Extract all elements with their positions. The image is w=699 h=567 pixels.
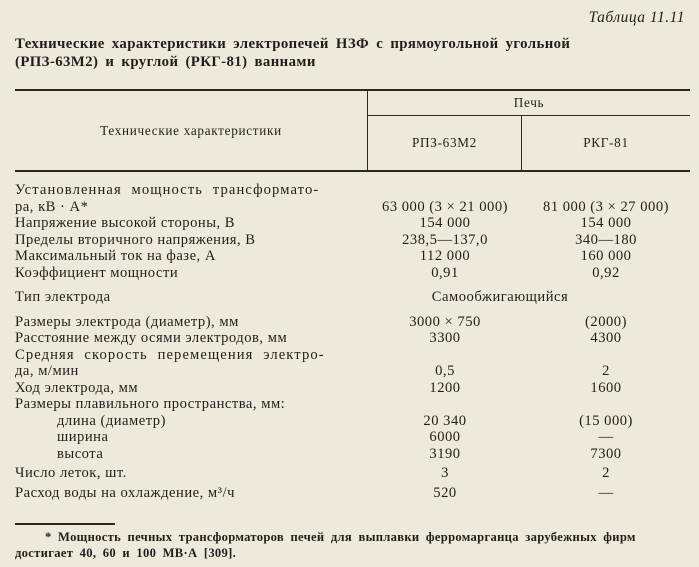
row-label: длина (диаметр) [57,412,166,429]
row-value-rpz: 0,5 [435,363,455,379]
row-label: Ход электрода, мм [15,379,139,396]
furnace-subcolumns [368,116,690,170]
row-value-rkg: 1600 [590,379,622,396]
row-value-rkg: (15 000) [579,412,633,429]
row-label: Установленная мощность трансформато- ра, кВ · А* [15,182,320,215]
table-row [15,182,690,215]
row-value-rpz: 63 000 (3 × 21 000) [382,198,508,215]
row-value-rpz: 3190 [429,445,461,462]
table-row [15,446,690,463]
table-body [15,182,690,501]
table-header [15,89,690,172]
row-value-rpz: 20 340 [423,412,467,429]
table-row [15,380,690,397]
row-value-rpz: 3000 × 750 [409,313,481,330]
row-label: Средняя скорость перемещения электро- да, м/мин [15,346,325,379]
row-value-rpz: 112 000 [419,248,471,264]
table-row [15,248,690,265]
table-row [15,330,690,347]
table-title-line1: Технические характеристики электропечей НЗФ с прямоугольной угольной [15,36,571,52]
row-value-rpz: 6000 [429,429,461,445]
table-row [15,413,690,430]
row-label: Тип электрода [15,289,111,305]
table-caption: Таблица 11.11 [588,9,685,26]
table-row [15,429,690,446]
table-row [15,265,690,282]
row-value-rpz: 0,91 [431,264,459,281]
table-row [15,347,690,380]
row-value-rkg: 2 [602,363,610,379]
row-value-rkg: 340—180 [575,231,637,248]
table-row [15,232,690,249]
row-label: Максимальный ток на фазе, А [15,248,216,264]
column-header-rpz-63m2: РПЗ-63М2 [368,116,522,170]
row-value-rkg: 7300 [590,445,622,462]
row-value-rkg: 154 000 [580,215,632,231]
row-label: Пределы вторичного напряжения, В [15,231,256,248]
row-label: высота [57,445,104,462]
row-value-both-columns: Самообжигающийся [431,289,569,305]
row-value-rpz: 520 [433,484,457,501]
row-label: Размеры плавильного пространства, мм: [15,396,286,412]
table-row [15,465,690,482]
row-label: Размеры электрода (диаметр), мм [15,313,239,330]
table-row [15,289,690,306]
row-value-rpz: 238,5—137,0 [402,231,488,248]
row-value-rkg: 4300 [590,330,622,346]
row-value-rkg: 2 [602,465,610,481]
row-value-rpz: 154 000 [419,215,471,231]
row-value-rkg: (2000) [585,313,627,330]
footnote: * Мощность печных трансформаторов печей для выплавки ферромарганца зарубежных фирм достигает 40, 60 и 100 МВ·А [309]. [15,530,636,560]
table-title [15,36,680,71]
row-value-rkg: 160 000 [580,248,632,264]
row-value-rkg: 81 000 (3 × 27 000) [543,198,669,215]
column-header-rkg-81: РКГ-81 [583,135,629,150]
row-value-rkg: — [598,484,614,501]
table-row [15,215,690,232]
row-label: Коэффициент мощности [15,264,179,281]
row-value-rpz: 1200 [429,379,461,396]
row-value-rpz: 3 [441,465,449,481]
row-value-rkg: — [598,429,614,445]
row-label: Расход воды на охлаждение, м³/ч [15,484,235,501]
column-group-header-furnace: Печь [368,91,690,116]
row-label: Расстояние между осями электродов, мм [15,330,288,346]
table-row [15,485,690,502]
row-label: Число леток, шт. [15,465,127,481]
table-row [15,314,690,331]
table-row-group-header [15,396,690,413]
row-value-rpz: 3300 [429,330,461,346]
row-label: Напряжение высокой стороны, В [15,215,236,231]
column-header-characteristics: Технические характеристики [15,91,368,170]
footnote-rule [15,523,115,525]
row-label: ширина [57,429,109,445]
row-value-rkg: 0,92 [592,264,620,281]
table-header-right [368,91,690,170]
table-title-line2: (РПЗ-63М2) и круглой (РКГ-81) ваннами [15,53,316,70]
